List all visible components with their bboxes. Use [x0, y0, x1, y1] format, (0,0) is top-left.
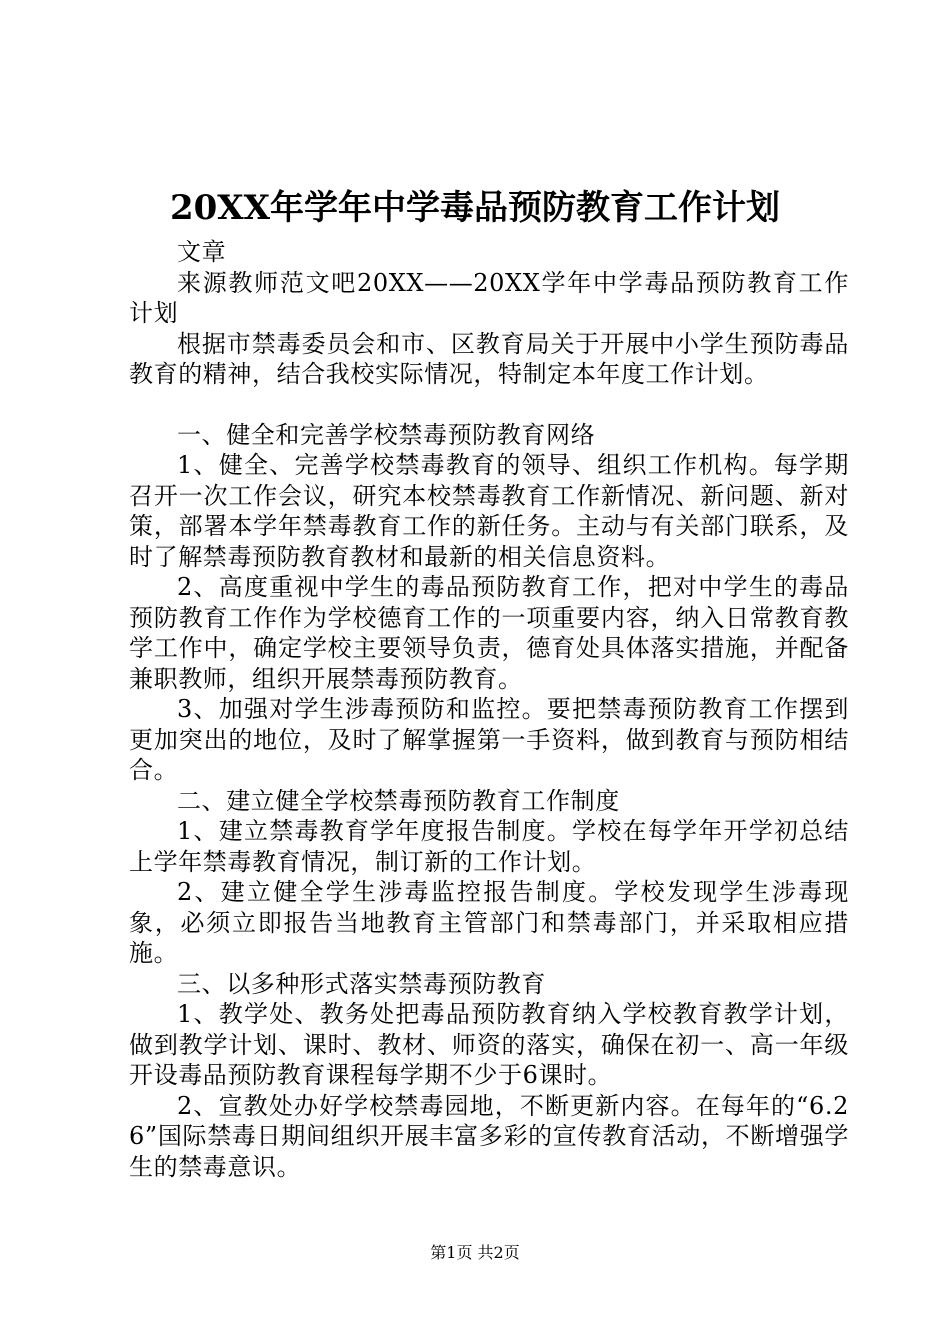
page-number-footer: 第1页 共2页: [430, 1243, 520, 1262]
section-heading-3: 三、以多种形式落实禁毒预防教育: [177, 969, 546, 998]
paragraph-2-1: 1、建立禁毒教育学年度报告制度。学校在每学年开学初总结上学年禁毒教育情况，制订新的工作计划。: [129, 817, 849, 876]
paragraph-intro: 根据市禁毒委员会和市、区教育局关于开展中小学生预防毒品教育的精神，结合我校实际情况，特制定本年度工作计划。: [129, 329, 849, 388]
paragraph-1-2: 2、高度重视中学生的毒品预防教育工作，把对中学生的毒品预防教育工作作为学校德育工作的一项重要内容，纳入日常教育教学工作中，确定学校主要领导负责，德育处具体落实措施，并配备兼职教师，组织开展禁毒预防教育。: [129, 573, 849, 693]
document-body: [129, 237, 849, 1182]
document-title: 20XX年学年中学毒品预防教育工作计划: [169, 188, 781, 228]
paragraph-3-2: 2、宣教处办好学校禁毒园地，不断更新内容。在每年的“6.26”国际禁毒日期间组织开展丰富多彩的宣传教育活动，不断增强学生的禁毒意识。: [129, 1091, 849, 1181]
paragraph-3-1: 1、教学处、教务处把毒品预防教育纳入学校教育教学计划，做到教学计划、课时、教材、师资的落实，确保在初一、高一年级开设毒品预防教育课程每学期不少于6课时。: [129, 1000, 849, 1089]
paragraph-1-3: 3、加强对学生涉毒预防和监控。要把禁毒预防教育工作摆到更加突出的地位，及时了解掌握第一手资料，做到教育与预防相结合。: [129, 695, 849, 784]
section-heading-1: 一、健全和完善学校禁毒预防教育网络: [177, 420, 596, 449]
paragraph-1-1: 1、健全、完善学校禁毒教育的领导、组织工作机构。每学期召开一次工作会议，研究本校禁毒教育工作新情况、新问题、新对策，部署本学年禁毒教育工作的新任务。主动与有关部门联系，及时了解禁毒预防教育教材和最新的相关信息资料。: [129, 451, 849, 571]
paragraph-2-2: 2、建立健全学生涉毒监控报告制度。学校发现学生涉毒现象，必须立即报告当地教育主管部门和禁毒部门，并采取相应措施。: [129, 878, 849, 967]
paragraph-source: 来源教师范文吧20XX——20XX学年中学毒品预防教育工作计划: [129, 268, 849, 327]
paragraph-article-label: 文章: [177, 238, 227, 266]
section-heading-2: 二、建立健全学校禁毒预防教育工作制度: [177, 786, 620, 815]
